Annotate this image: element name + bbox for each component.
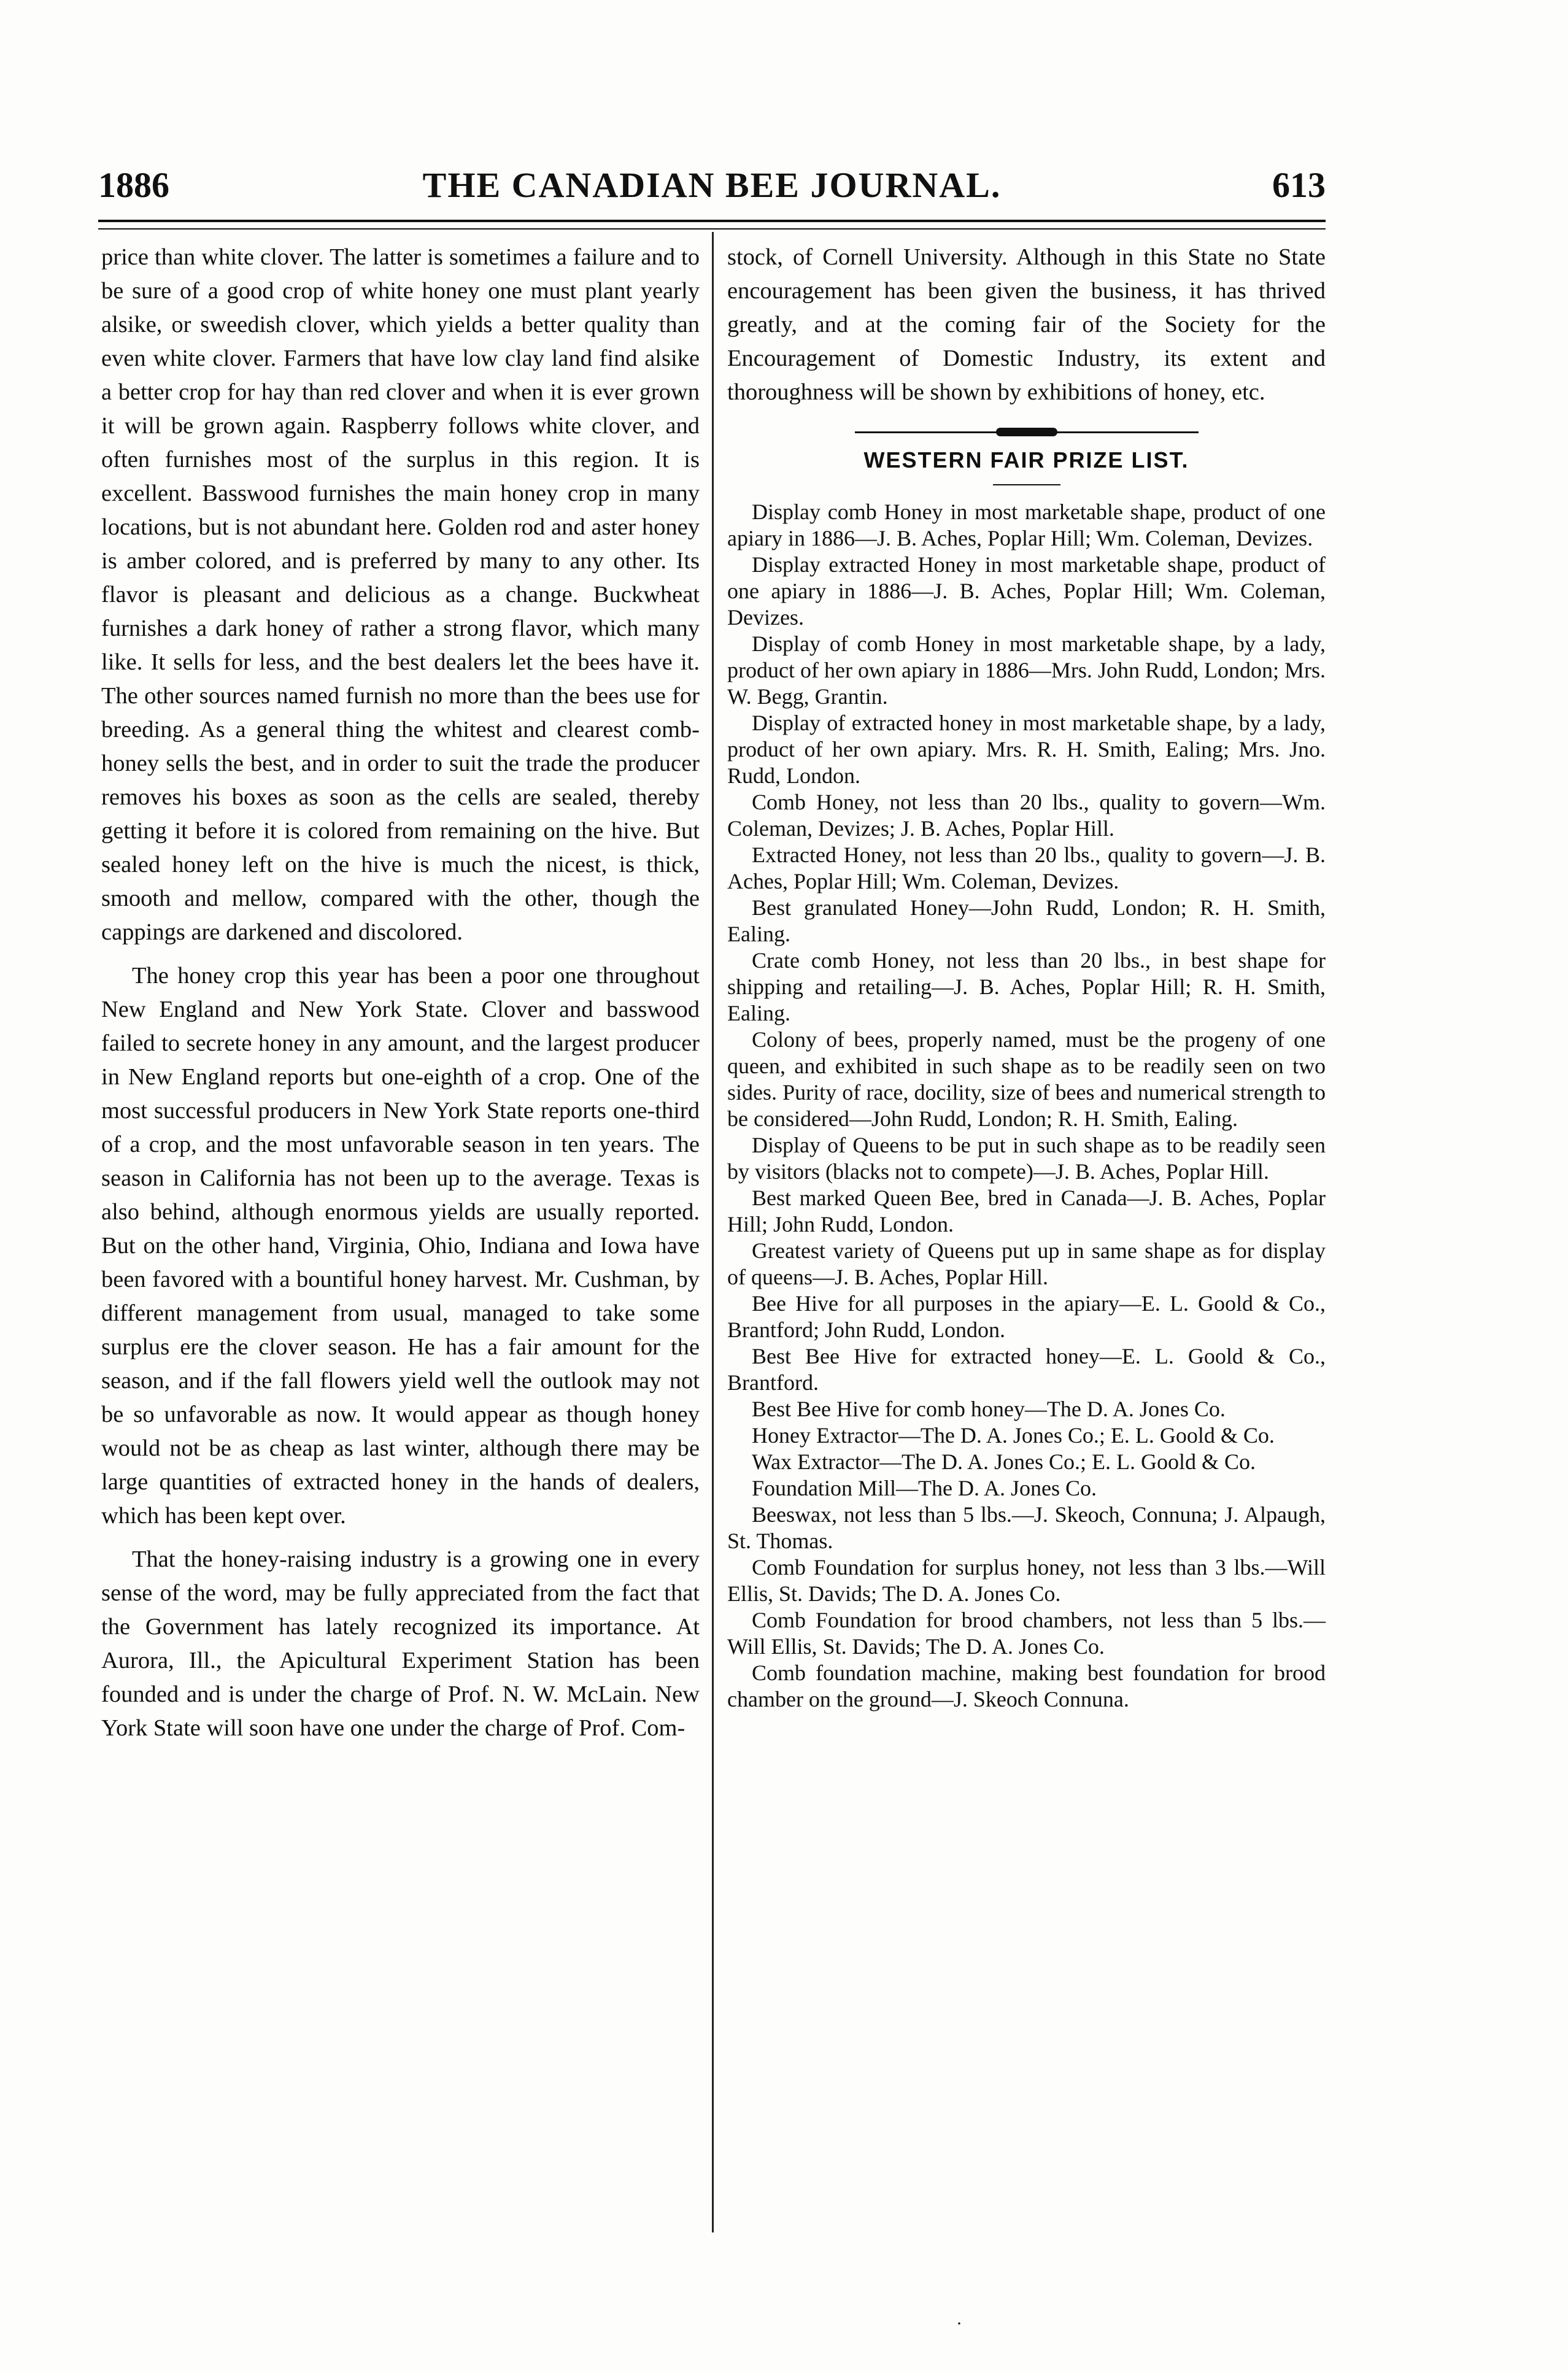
prize-entry: Best marked Queen Bee, bred in Canada—J. B. Aches, Poplar Hill; John Rudd, London. bbox=[727, 1186, 1326, 1237]
prize-entry: Display comb Honey in most marketable shape, product of one apiary in 1886—J. B. Aches, Poplar Hill; Wm. Coleman, Devizes. bbox=[727, 500, 1326, 550]
prize-entry: Comb Foundation for surplus honey, not less than 3 lbs.—Will Ellis, St. Davids; The D. A. Jones Co. bbox=[727, 1555, 1326, 1606]
prize-entry: Best Bee Hive for comb honey—The D. A. Jones Co. bbox=[752, 1397, 1226, 1421]
prize-entry: Crate comb Honey, not less than 20 lbs., in best shape for shipping and retailing—J. B. Aches, Poplar Hill; R. H. Smith, Ealing. bbox=[727, 948, 1326, 1025]
header-rule-thick bbox=[98, 220, 1326, 222]
prize-entry: Display extracted Honey in most marketable shape, product of one apiary in 1886—J. B. Aches, Poplar Hill; Wm. Coleman, Devizes. bbox=[727, 552, 1326, 630]
prize-entry: Colony of bees, properly named, must be the progeny of one queen, and exhibited in such shape as to be readily seen on two sides. Purity of race, docility, size of bees and numerical strength to be considered—John Rudd, London; R. H. Smith, Ealing. bbox=[727, 1027, 1326, 1131]
left-column bbox=[101, 241, 700, 1755]
title-underline bbox=[993, 484, 1060, 485]
prize-entry: Foundation Mill—The D. A. Jones Co. bbox=[752, 1476, 1097, 1500]
prize-entry: Extracted Honey, not less than 20 lbs., quality to govern—J. B. Aches, Poplar Hill; Wm. Coleman, Devizes. bbox=[727, 843, 1326, 893]
prize-entry: Comb Foundation for brood chambers, not less than 5 lbs.—Will Ellis, St. Davids; The D. A. Jones Co. bbox=[727, 1608, 1326, 1659]
right-column bbox=[727, 241, 1326, 1713]
prize-entry: Bee Hive for all purposes in the apiary—E. L. Goold & Co., Brantford; John Rudd, London. bbox=[727, 1291, 1326, 1342]
page-header bbox=[98, 164, 1326, 207]
journal-title: THE CANADIAN BEE JOURNAL. bbox=[422, 165, 1002, 205]
prize-entry: Display of Queens to be put in such shape as to be readily seen by visitors (blacks not to compete)—J. B. Aches, Poplar Hill. bbox=[727, 1133, 1326, 1184]
header-year: 1886 bbox=[98, 165, 169, 205]
prize-entry: Beeswax, not less than 5 lbs.—J. Skeoch, Connuna; J. Alpaugh, St. Thomas. bbox=[727, 1502, 1326, 1553]
article-continuation: stock, of Cornell University. Although in this State no State encouragement has been given the business, it has thrived greatly, and at the coming fair of the Society for the Encouragement of Domestic Industry, its extent and thoroughness will be shown by exhibitions of honey, etc. bbox=[727, 244, 1326, 405]
prize-entry: Display of comb Honey in most marketable shape, by a lady, product of her own apiary in 1886—Mrs. John Rudd, London; Mrs. W. Begg, Grantin. bbox=[727, 631, 1326, 709]
prize-entry: Comb Honey, not less than 20 lbs., quality to govern—Wm. Coleman, Devizes; J. B. Aches, Poplar Hill. bbox=[727, 790, 1326, 841]
column-divider bbox=[712, 232, 714, 2232]
header-rule-thin bbox=[98, 228, 1326, 230]
prize-entry: Greatest variety of Queens put up in same shape as for display of queens—J. B. Aches, Poplar Hill. bbox=[727, 1238, 1326, 1289]
prize-entry: Wax Extractor—The D. A. Jones Co.; E. L. Goold & Co. bbox=[752, 1449, 1256, 1474]
prize-list bbox=[727, 499, 1326, 1713]
prize-entry: Display of extracted honey in most marketable shape, by a lady, product of her own apiary. Mrs. R. H. Smith, Ealing; Mrs. Jno. Rudd, London. bbox=[727, 711, 1326, 788]
article-paragraph: That the honey-raising industry is a growing one in every sense of the word, may be fully appreciated from the fact that the Government has lately recognized its importance. At Aurora, Ill., the Apicultural Experiment Station has been founded and is under the charge of Prof. N. W. McLain. New York State will soon have one under the charge of Prof. Com- bbox=[101, 1546, 700, 1741]
print-speck: · bbox=[956, 2313, 962, 2334]
article-paragraph: The honey crop this year has been a poor one throughout New England and New York State. Clover and basswood failed to secrete honey in any amount, and the largest producer in New England reports but one-eighth of a crop. One of the most successful producers in New York State reports one-third of a crop, and the most unfavorable season in ten years. The season in California has not been up to the average. Texas is also behind, although enormous yields are usually reported. But on the other hand, Virginia, Ohio, Indiana and Iowa have been favored with a bountiful honey harvest. Mr. Cushman, by different management from usual, managed to take some surplus ere the clover season. He has a fair amount for the season, and if the fall flowers yield well the outlook may not be so unfavorable as now. It would appear as though honey would not be as cheap as last winter, although there may be large quantities of extracted honey in the hands of dealers, which has been kept over. bbox=[101, 963, 700, 1529]
prize-entry: Comb foundation machine, making best foundation for brood chamber on the ground—J. Skeoch Connuna. bbox=[727, 1661, 1326, 1711]
prize-entry: Honey Extractor—The D. A. Jones Co.; E. L. Goold & Co. bbox=[752, 1423, 1275, 1448]
section-title: WESTERN FAIR PRIZE LIST. bbox=[863, 447, 1189, 473]
section-ornament bbox=[855, 428, 1199, 436]
prize-entry: Best granulated Honey—John Rudd, London; R. H. Smith, Ealing. bbox=[727, 895, 1326, 946]
prize-entry: Best Bee Hive for extracted honey—E. L. Goold & Co., Brantford. bbox=[727, 1344, 1326, 1395]
article-paragraph: price than white clover. The latter is sometimes a failure and to be sure of a good crop of white honey one must plant yearly alsike, or sweedish clover, which yields a better quality than even white clover. Farmers that have low clay land find alsike a better crop for hay than red clover and when it is ever grown it will be grown again. Raspberry follows white clover, and often furnishes most of the surplus in this region. It is excellent. Basswood furnishes the main honey crop in many locations, but is not abundant here. Golden rod and aster honey is amber colored, and is preferred by many to any other. Its flavor is pleasant and delicious as a change. Buckwheat furnishes a dark honey of rather a strong flavor, which many like. It sells for less, and the best dealers let the bees have it. The other sources named furnish no more than the bees use for breeding. As a general thing the whitest and clearest comb-honey sells the best, and in order to suit the trade the producer removes his boxes as soon as the cells are sealed, thereby getting it before it is colored from remaining on the hive. But sealed honey left on the hive is much the nicest, is thick, smooth and mellow, compared with the other, though the cappings are darkened and discolored. bbox=[101, 244, 700, 945]
page-number: 613 bbox=[1272, 165, 1326, 205]
